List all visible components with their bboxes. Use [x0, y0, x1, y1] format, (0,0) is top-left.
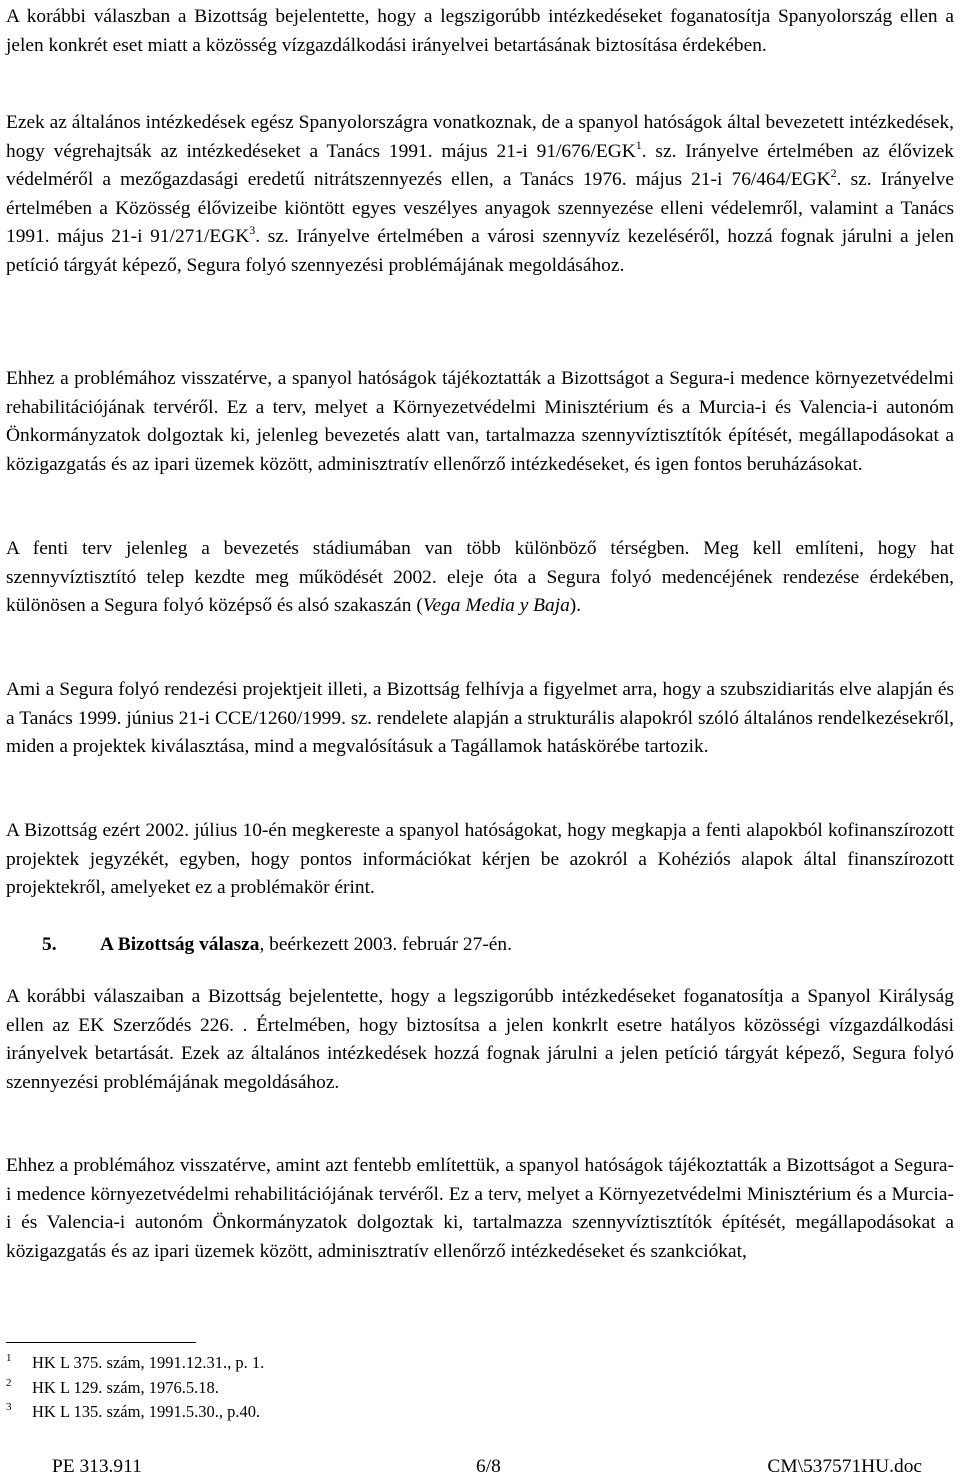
footer-filename: CM\537571HU.doc	[767, 1456, 922, 1477]
footnote-text: HK L 135. szám, 1991.5.30., p.40.	[32, 1402, 261, 1421]
section-heading-bold: A Bizottság válasza	[100, 934, 260, 955]
section-heading	[42, 931, 512, 960]
footnote-ref-1[interactable]: 1	[635, 137, 642, 152]
paragraph-5: Ami a Segura folyó rendezési projektjeit illeti, a Bizottság felhívja a figyelmet arra, hogy a szubszidiaritás elve alapján és a Tanács 1999. június 21-i CCE/1260/1999. sz. rendelete alapján a strukturális alapokról szóló általános rendelkezésekről, miden a projektek kiválasztása, mind a megvalósításuk a Tagállamok hatáskörébe tartozik.	[6, 679, 954, 757]
paragraph-4-italic: Vega Media y Baja	[422, 595, 570, 616]
section-heading-rest: , beérkezett 2003. február 27-én.	[259, 934, 512, 955]
footnote-3: 3 HK L 135. szám, 1991.5.30., p.40.	[6, 1401, 261, 1421]
footnotes	[6, 1351, 264, 1425]
paragraph-2-text-c: . sz. Irányelve értelmében a Közösség élővizeibe kiöntött egyes veszélyes anyagok szennyezése elleni védelemről, valamint a Tanács 1991. május 21-i 91/271/EGK	[6, 169, 954, 247]
footer-page-number: 6/8	[476, 1456, 501, 1477]
paragraph-6: A Bizottság ezért 2002. július 10-én megkereste a spanyol hatóságokat, hogy megkapja a fenti alapokból kofinanszírozott projektek jegyzékét, egyben, hogy pontos információkat kérjen be azokról a Kohéziós alapok által finanszírozott projektekről, amelyeket ez a problémakör érint.	[6, 820, 954, 898]
paragraph-4	[6, 535, 954, 621]
paragraph-1: A korábbi válaszban a Bizottság bejelentette, hogy a legszigorúbb intézkedéseket foganatosítja Spanyolország ellen a jelen konkrét eset miatt a közösség vízgazdálkodási irányelvei betartásának biztosítása érdekében.	[6, 6, 954, 56]
paragraph-2-text-a: Ezek az általános intézkedések egész Spanyolországra vonatkoznak, de a spanyol hatóságok által bevezetett intézkedések, hogy végrehajtsák az intézkedéseket a Tanács 1991. május 21-i 91/676/EGK	[6, 112, 954, 162]
footnote-text: HK L 375. szám, 1991.12.31., p. 1.	[32, 1353, 265, 1372]
section-number: 5.	[42, 934, 57, 955]
footnote-ref-2[interactable]: 2	[830, 166, 837, 180]
paragraph-4-text-c: ).	[569, 595, 582, 616]
footnote-2: 2 HK L 129. szám, 1976.5.18.	[6, 1376, 219, 1397]
paragraph-2	[6, 109, 954, 280]
paragraph-8: Ehhez a problémához visszatérve, amint azt fentebb említettük, a spanyol hatóságok tájékoztatták a Bizottságot a Segura-i medence környezetvédelmi rehabilitációjának tervéről. Ez a terv, melyet a Környezetvédelmi Minisztérium és a Murcia-i és Valencia-i autonóm Önkormányzatok dolgoztak ki, tartalmazza szennyvíztisztítók építését, megállapodásokat a közigazgatás és az ipari üzemek között, adminisztratív ellenőrző intézkedéseket és szankciókat,	[6, 1155, 954, 1262]
paragraph-3: Ehhez a problémához visszatérve, a spanyol hatóságok tájékoztatták a Bizottságot a Segura-i medence környezetvédelmi rehabilitációjának tervéről. Ez a terv, melyet a Környezetvédelmi Minisztérium és a Murcia-i és Valencia-i autonóm Önkormányzatok dolgoztak ki, jelenleg bevezetés alatt van, tartalmazza szennyvíztisztítók építését, megállapodásokat a közigazgatás és az ipari üzemek között, adminisztratív ellenőrző intézkedéseket, és igen fontos beruházásokat.	[6, 368, 954, 475]
footnote-text: HK L 129. szám, 1976.5.18.	[32, 1377, 219, 1397]
footnote-divider	[6, 1342, 196, 1343]
paragraph-2-text-d: . sz. Irányelve értelmében a városi szennyvíz kezeléséről, hozzá fognak járulni a jelen petíció tárgyát képező, Segura folyó szennyezési problémájának megoldásához.	[6, 226, 954, 276]
footer-document-ref: PE 313.911	[52, 1456, 142, 1477]
paragraph-4-text-a: A fenti terv jelenleg a bevezetés stádiumában van több különböző térségben. Meg kell említeni, hogy hat szennyvíztisztító telep kezdte meg működését 2002. eleje óta a Segura folyó medencéjének rendezése érdekében, különösen a Segura folyó középső és alsó szakaszán (	[6, 538, 954, 616]
footnote-1: 1 HK L 375. szám, 1991.12.31., p. 1.	[6, 1352, 265, 1372]
footnote-ref-3[interactable]: 3	[249, 223, 256, 237]
paragraph-2-text-b: . sz. Irányelve értelmében az élővizek védelméről a mezőgazdasági eredetű nitrátszennyezés ellen, a Tanács 1976. május 21-i 76/464/EGK	[6, 140, 954, 190]
paragraph-7: A korábbi válaszaiban a Bizottság bejelentette, hogy a legszigorúbb intézkedéseket foganatosítja a Spanyol Királyság ellen az EK Szerződés 226. . Értelmében, hogy biztosítsa a jelen konkrlt esetre hatályos közösségi vízgazdálkodási irányelvek betartását. Ezek az általános intézkedések hozzá fognak járulni a jelen petíció tárgyát képező, Segura folyó szennyezési problémájának megoldásához.	[6, 986, 954, 1093]
